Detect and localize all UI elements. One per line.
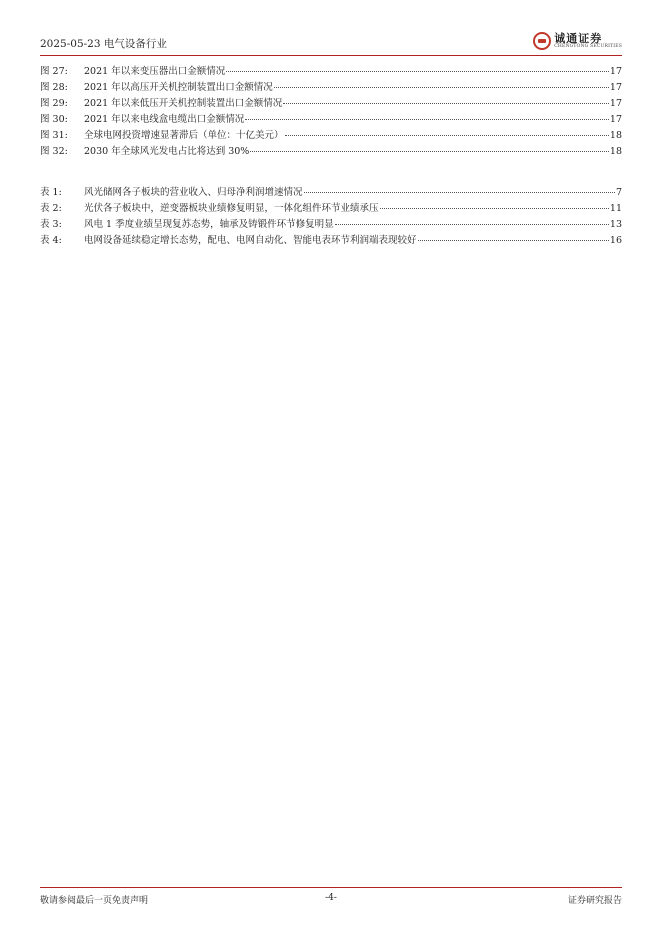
toc-label: 图 27: (40, 66, 68, 77)
toc-leader-dots (285, 134, 609, 136)
toc-figure-30[interactable] (40, 111, 622, 127)
toc-title: 2021 年以高压开关机控制装置出口金额情况 (84, 82, 273, 93)
toc-leader-dots (418, 239, 609, 241)
toc-title: 光伏各子板块中，逆变器板块业绩修复明显，一体化组件环节业绩承压 (84, 203, 379, 214)
toc-table-4[interactable] (40, 232, 622, 248)
toc-leader-dots (304, 191, 615, 193)
toc-page-number: 11 (609, 203, 622, 214)
footer-page-number: -4- (325, 893, 337, 903)
toc-label: 表 2: (40, 203, 62, 214)
company-logo (533, 30, 622, 52)
logo-name-en: CHENGTONG SECURITIES (554, 43, 622, 49)
toc-leader-dots (245, 118, 609, 120)
toc-page-number: 13 (609, 219, 622, 230)
footer-disclaimer-note: 敬请参阅最后一页免责声明 (40, 896, 149, 906)
logo-name-cn: 诚通证券 (554, 31, 603, 45)
toc-leader-dots (335, 223, 609, 225)
footer-report-type: 证券研究报告 (567, 896, 622, 906)
toc-figure-28[interactable] (40, 79, 622, 95)
toc-title: 电网设备延续稳定增长态势，配电、电网自动化、智能电表环节利润端表现较好 (84, 235, 417, 246)
toc-label: 图 29: (40, 98, 68, 109)
figure-list (40, 63, 622, 159)
footer-divider (40, 887, 622, 888)
header-date-section: 2025-05-23 电气设备行业 (40, 38, 167, 50)
toc-label: 表 1: (40, 187, 62, 198)
toc-figure-27[interactable] (40, 63, 622, 79)
toc-leader-dots (226, 70, 609, 72)
toc-label: 图 31: (40, 130, 68, 141)
toc-page-number: 16 (609, 235, 622, 246)
toc-page-number: 18 (609, 130, 622, 141)
toc-table-3[interactable] (40, 216, 622, 232)
logo-icon (533, 32, 551, 50)
toc-label: 图 28: (40, 82, 68, 93)
toc-title: 2030 年全球风光发电占比将达到 30% (84, 146, 250, 157)
toc-title: 风电 1 季度业绩呈现复苏态势，轴承及铸锻件环节修复明显 (84, 219, 334, 230)
toc-page-number: 17 (609, 82, 622, 93)
toc-table-2[interactable] (40, 200, 622, 216)
header-divider (40, 55, 622, 56)
toc-figure-31[interactable] (40, 127, 622, 143)
toc-label: 表 4: (40, 235, 62, 246)
toc-figure-32[interactable] (40, 143, 622, 159)
toc-leader-dots (250, 150, 609, 152)
toc-leader-dots (283, 102, 609, 104)
toc-leader-dots (380, 207, 609, 209)
toc-title: 全球电网投资增速显著滞后（单位：十亿美元） (84, 130, 284, 141)
toc-page-number: 17 (609, 98, 622, 109)
table-list (40, 184, 622, 248)
toc-title: 2021 年以来变压器出口金额情况 (84, 66, 226, 77)
toc-figure-29[interactable] (40, 95, 622, 111)
toc-title: 2021 年以来电线盒电缆出口金额情况 (84, 114, 245, 125)
page-footer (40, 893, 622, 907)
toc-label: 图 30: (40, 114, 68, 125)
toc-page-number: 18 (609, 146, 622, 157)
toc-page-number: 17 (609, 114, 622, 125)
toc-page-number: 17 (609, 66, 622, 77)
toc-table-1[interactable] (40, 184, 622, 200)
toc-label: 图 32: (40, 146, 68, 157)
toc-label: 表 3: (40, 219, 62, 230)
toc-page-number: 7 (615, 187, 622, 198)
toc-title: 2021 年以来低压开关机控制装置出口金额情况 (84, 98, 283, 109)
page-header (40, 30, 622, 52)
toc-title: 风光储网各子板块的营业收入、归母净利润增速情况 (84, 187, 303, 198)
toc-leader-dots (274, 86, 609, 88)
